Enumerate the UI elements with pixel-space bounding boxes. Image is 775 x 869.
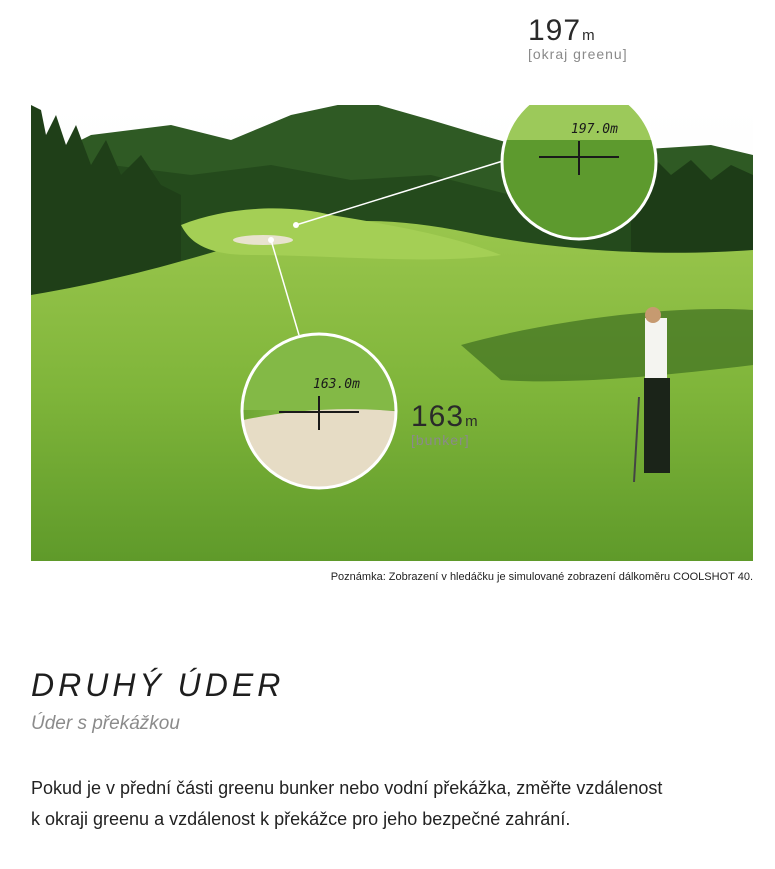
body-text	[31, 773, 751, 835]
golf-course-photo	[31, 105, 753, 561]
distance-unit: m	[582, 27, 595, 44]
body-line: Pokud je v přední části greenu bunker nebo vodní překážka, změřte vzdálenost	[31, 778, 663, 798]
body-line: k okraji greenu a vzdálenost k překážce pro jeho bezpečné zahrání.	[31, 809, 571, 829]
distance-unit: m	[465, 413, 478, 430]
section-subheading: Úder s překážkou	[31, 713, 180, 734]
viewfinder-readout-bunker: 163.0m	[313, 377, 360, 392]
distance-value: 197	[528, 14, 582, 47]
viewfinder-readout-green: 197.0m	[571, 122, 618, 137]
distance-label: [okraj greenu]	[528, 46, 628, 62]
distance-label: [bunker]	[411, 432, 470, 448]
distance-callout-bunker	[411, 400, 478, 448]
section-heading: DRUHÝ ÚDER	[31, 667, 285, 703]
image-note: Poznámka: Zobrazení v hledáčku je simulované zobrazení dálkoměru COOLSHOT 40.	[330, 571, 753, 583]
distance-callout-green	[528, 14, 628, 62]
distance-value: 163	[411, 400, 465, 433]
